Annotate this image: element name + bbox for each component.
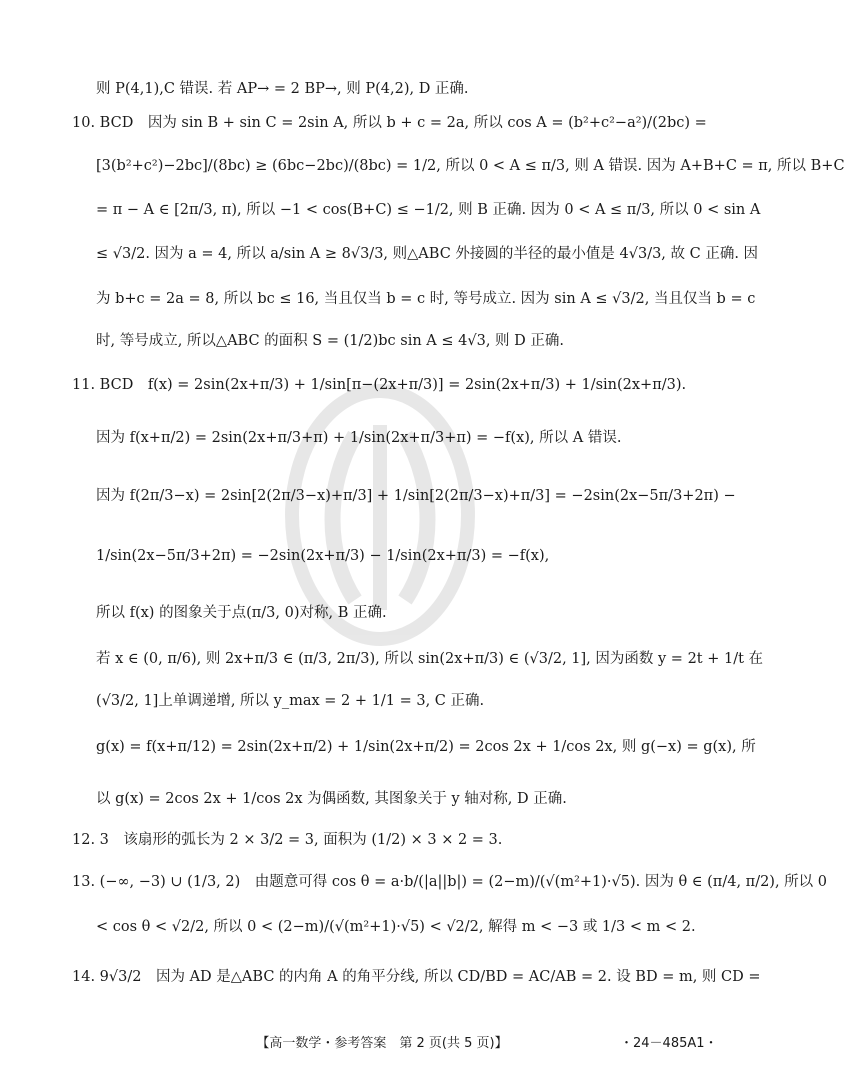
answer-11-line-2: 因为 f(x+π/2) = 2sin(2x+π/3+π) + 1/sin(2x+π/3+π) = −f(x), 所以 A 错误. [96,430,622,446]
answer-11-line-8: g(x) = f(x+π/12) = 2sin(2x+π/2) + 1/sin(2x+π/2) = 2cos 2x + 1/cos 2x, 则 g(−x) = g(x), 所 [96,739,756,755]
answer-11-line-7: (√3/2, 1]上单调递增, 所以 y_max = 2 + 1/1 = 3, C 正确. [96,693,485,709]
answer-10-line-3: = π − A ∈ [2π/3, π), 所以 −1 < cos(B+C) ≤ −1/2, 则 B 正确. 因为 0 < A ≤ π/3, 所以 0 < sin A [96,202,761,218]
footer-code: ・24－485A1・ [620,1036,718,1051]
answer-11-line-6: 若 x ∈ (0, π/6), 则 2x+π/3 ∈ (π/3, 2π/3), 所以 sin(2x+π/3) ∈ (√3/2, 1], 因为函数 y = 2t + 1/t 在 [96,651,764,667]
answer-13-line-1: 13. (−∞, −3) ∪ (1/3, 2) 由题意可得 cos θ = a·b/(|a||b|) = (2−m)/(√(m²+1)·√5). 因为 θ ∈ (π/4, π/2), 所以 0 [72,874,828,890]
answer-10-line-5: 为 b+c = 2a = 8, 所以 bc ≤ 16, 当且仅当 b = c 时, 等号成立. 因为 sin A ≤ √3/2, 当且仅当 b = c [96,291,756,307]
text-line-1: 则 P(4,1),C 错误. 若 AP→ = 2 BP→, 则 P(4,2), D 正确. [96,81,469,97]
answer-13-line-2: < cos θ < √2/2, 所以 0 < (2−m)/(√(m²+1)·√5) < √2/2, 解得 m < −3 或 1/3 < m < 2. [96,919,696,935]
answer-14-line-1: 14. 9√3/2 因为 AD 是△ABC 的内角 A 的角平分线, 所以 CD/BD = AC/AB = 2. 设 BD = m, 则 CD = [72,969,761,985]
answer-11-line-3: 因为 f(2π/3−x) = 2sin[2(2π/3−x)+π/3] + 1/sin[2(2π/3−x)+π/3] = −2sin(2x−5π/3+2π) − [96,488,736,504]
answer-10-line-1: 10. BCD 因为 sin B + sin C = 2sin A, 所以 b + c = 2a, 所以 cos A = (b²+c²−a²)/(2bc) = [72,115,707,131]
answer-11-line-4: 1/sin(2x−5π/3+2π) = −2sin(2x+π/3) − 1/sin(2x+π/3) = −f(x), [96,548,550,564]
answer-12: 12. 3 该扇形的弧长为 2 × 3/2 = 3, 面积为 (1/2) × 3 × 2 = 3. [72,832,503,848]
page-footer: 【高一数学・参考答案 第 2 页(共 5 页)】 [256,1036,508,1051]
answer-10-line-4: ≤ √3/2. 因为 a = 4, 所以 a/sin A ≥ 8√3/3, 则△ABC 外接圆的半径的最小值是 4√3/3, 故 C 正确. 因 [96,246,759,262]
answer-11-line-5: 所以 f(x) 的图象关于点(π/3, 0)对称, B 正确. [96,605,387,621]
answer-10-line-6: 时, 等号成立, 所以△ABC 的面积 S = (1/2)bc sin A ≤ 4√3, 则 D 正确. [96,333,564,349]
answer-10-line-2: [3(b²+c²)−2bc]/(8bc) ≥ (6bc−2bc)/(8bc) = 1/2, 所以 0 < A ≤ π/3, 则 A 错误. 因为 A+B+C = π, 所以 B+C [96,158,845,174]
answer-11-line-1: 11. BCD f(x) = 2sin(2x+π/3) + 1/sin[π−(2x+π/3)] = 2sin(2x+π/3) + 1/sin(2x+π/3). [72,377,687,393]
answer-11-line-9: 以 g(x) = 2cos 2x + 1/cos 2x 为偶函数, 其图象关于 y 轴对称, D 正确. [96,791,567,807]
